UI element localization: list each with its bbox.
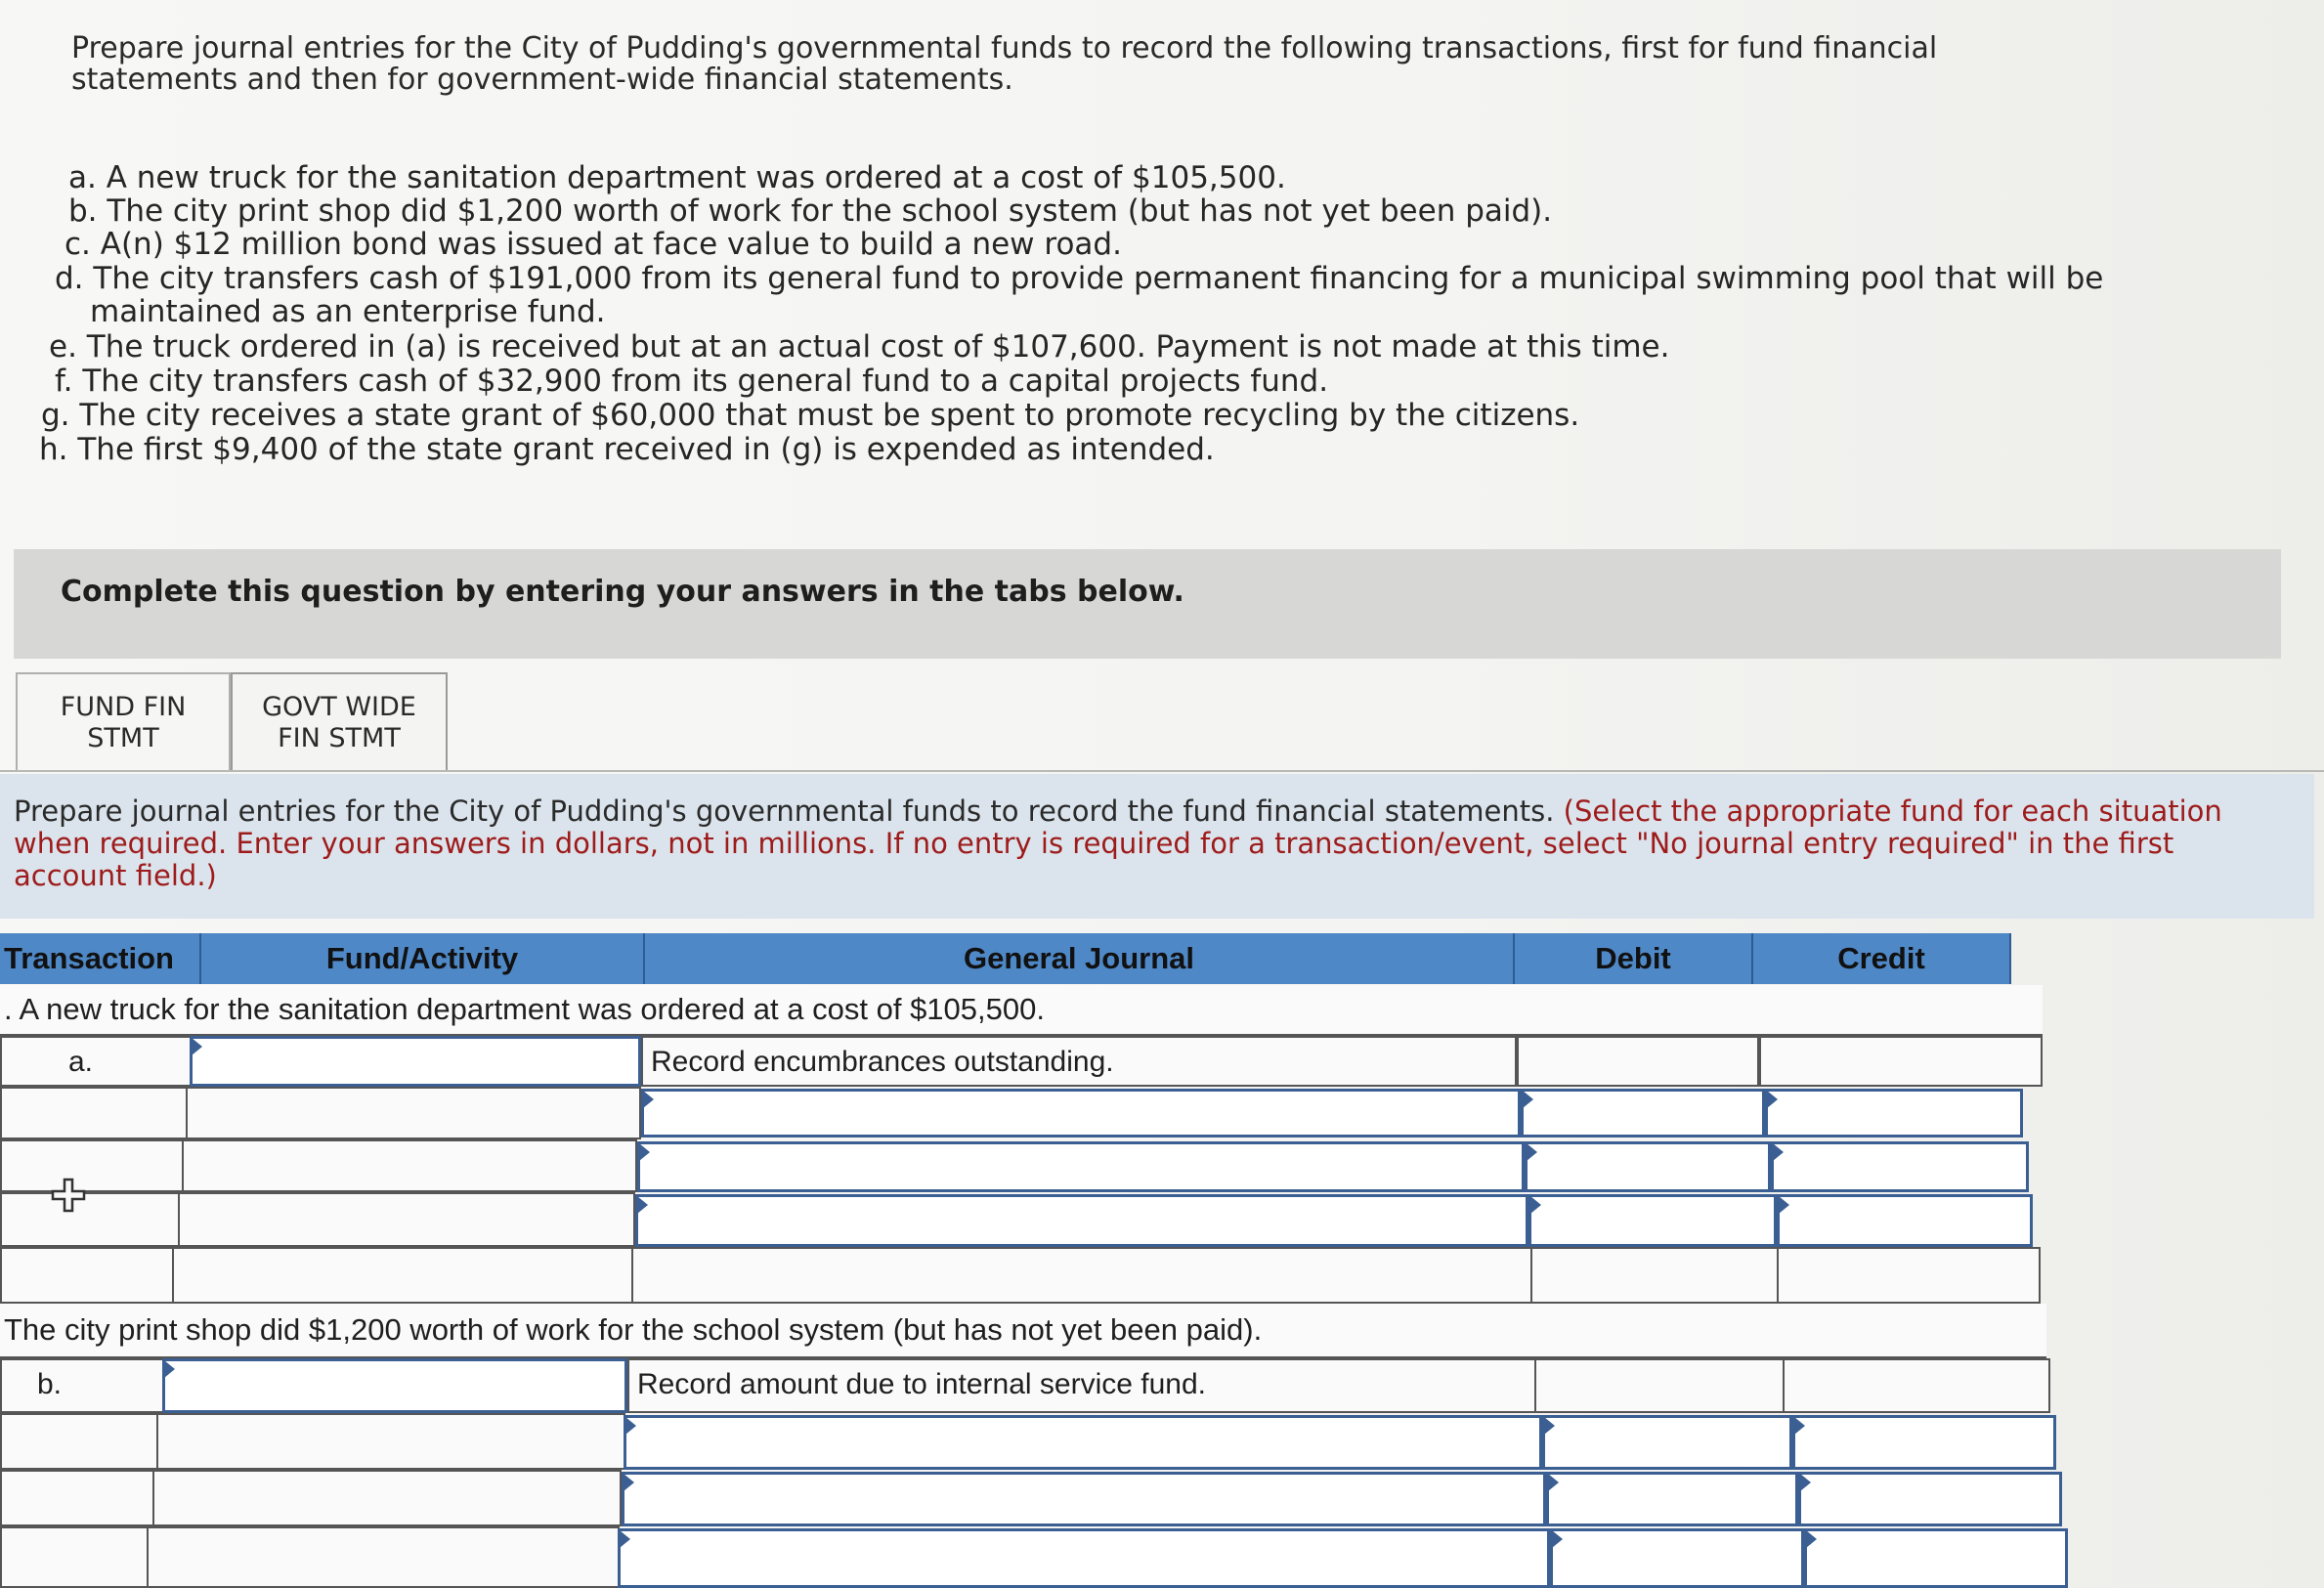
dropdown-marker-icon (1767, 1091, 1778, 1108)
row-b2-transaction (0, 1470, 154, 1526)
row-a4-credit (1777, 1247, 2041, 1304)
transaction-b: b. The city print shop did $1,200 worth of work for the school system (but has not yet been paid). (68, 193, 1553, 229)
debit-input-a1[interactable] (1521, 1089, 1765, 1137)
fund-select-b[interactable] (162, 1358, 627, 1413)
account-select-b1[interactable] (624, 1415, 1542, 1470)
dropdown-marker-icon (625, 1417, 636, 1435)
fund-select-a[interactable] (190, 1036, 641, 1087)
transaction-f: f. The city transfers cash of $32,900 from its general fund to a capital projects fund. (55, 364, 1329, 399)
instructions-banner (14, 549, 2281, 659)
row-b-note-cell (627, 1358, 1536, 1413)
row-a3-transaction (0, 1192, 180, 1247)
row-a2-fund (182, 1139, 637, 1192)
dropdown-marker-icon (1530, 1196, 1541, 1214)
transaction-e: e. The truck ordered in (a) is received but at an actual cost of $107,600. Payment is not made at this time. (49, 329, 1670, 365)
row-b3-transaction (0, 1526, 149, 1588)
header-credit: Credit (1753, 933, 2011, 984)
row-b1-fund (156, 1413, 625, 1470)
tab-instructions (0, 774, 2314, 919)
header-fund-activity: Fund/Activity (201, 933, 645, 984)
dropdown-marker-icon (1806, 1530, 1817, 1548)
dropdown-marker-icon (1548, 1474, 1559, 1491)
debit-input-b3[interactable] (1550, 1528, 1804, 1588)
row-a4-debit (1530, 1247, 1779, 1304)
row-a-credit-empty (1759, 1036, 2043, 1087)
row-a1-fund (186, 1087, 641, 1139)
row-b-label-cell (0, 1358, 164, 1413)
row-b-label: b. (37, 1368, 63, 1400)
row-b3-fund (147, 1526, 620, 1588)
dropdown-marker-icon (1779, 1196, 1789, 1214)
banner-text: Complete this question by entering your answers in the tabs below. (61, 575, 1184, 609)
tab-govt-line1: GOVT WIDE (262, 692, 416, 722)
row-a-label: a. (68, 1046, 94, 1078)
dropdown-marker-icon (637, 1196, 648, 1214)
row-b2-fund (152, 1470, 622, 1526)
debit-input-b2[interactable] (1546, 1472, 1798, 1526)
dropdown-marker-icon (1800, 1474, 1811, 1491)
row-a4-transaction (0, 1247, 174, 1304)
add-row-icon[interactable] (49, 1176, 88, 1215)
credit-input-a1[interactable] (1765, 1089, 2023, 1137)
row-a2-transaction (0, 1139, 184, 1192)
tab-govt-wide-fin-stmt[interactable] (231, 672, 448, 772)
header-debit: Debit (1515, 933, 1753, 984)
dropdown-marker-icon (639, 1143, 650, 1161)
row-a4-journal (631, 1247, 1532, 1304)
credit-input-b2[interactable] (1798, 1472, 2062, 1526)
dropdown-marker-icon (643, 1091, 654, 1108)
debit-input-a2[interactable] (1525, 1141, 1771, 1192)
tab-fund-line1: FUND FIN (60, 692, 187, 722)
tab-divider (0, 770, 2324, 772)
dropdown-marker-icon (620, 1530, 630, 1548)
dropdown-marker-icon (1552, 1530, 1563, 1548)
credit-input-a2[interactable] (1771, 1141, 2029, 1192)
row-a-debit-empty (1517, 1036, 1759, 1087)
dropdown-marker-icon (1794, 1417, 1805, 1435)
transaction-d-continued: maintained as an enterprise fund. (90, 294, 606, 329)
section-b-description: The city print shop did $1,200 worth of work for the school system (but has not yet been paid). (0, 1304, 2046, 1358)
row-a3-fund (178, 1192, 635, 1247)
dropdown-marker-icon (1544, 1417, 1555, 1435)
header-transaction: Transaction (0, 933, 201, 984)
tab-fund-line2: STMT (87, 723, 159, 753)
row-a-label-cell (0, 1036, 192, 1087)
tab-govt-line2: FIN STMT (278, 723, 401, 753)
transaction-d: d. The city transfers cash of $191,000 from its general fund to provide permanent financing for a municipal swimming pool that will be (55, 261, 2104, 296)
row-a-note: Record encumbrances outstanding. (651, 1046, 1114, 1078)
account-select-a3[interactable] (635, 1194, 1528, 1247)
instructions-main: Prepare journal entries for the City of Pudding's governmental funds to record the fund financial statements. (14, 794, 1555, 828)
dropdown-marker-icon (164, 1360, 175, 1378)
row-b-debit-empty (1534, 1358, 1785, 1413)
tab-fund-fin-stmt[interactable] (16, 672, 231, 772)
transaction-c: c. A(n) $12 million bond was issued at face value to build a new road. (65, 227, 1122, 262)
account-select-a2[interactable] (637, 1141, 1525, 1192)
row-a4-fund (172, 1247, 633, 1304)
dropdown-marker-icon (624, 1474, 634, 1491)
dropdown-marker-icon (1527, 1143, 1537, 1161)
debit-input-a3[interactable] (1528, 1194, 1777, 1247)
dropdown-marker-icon (192, 1038, 202, 1055)
transaction-a: a. A new truck for the sanitation department was ordered at a cost of $105,500. (68, 160, 1286, 195)
credit-input-b1[interactable] (1792, 1415, 2056, 1470)
account-select-a1[interactable] (641, 1089, 1521, 1137)
account-select-b2[interactable] (622, 1472, 1546, 1526)
account-select-b3[interactable] (618, 1528, 1550, 1588)
section-a-description: . A new truck for the sanitation department was ordered at a cost of $105,500. (0, 985, 2043, 1036)
dropdown-marker-icon (1523, 1091, 1533, 1108)
row-b-note: Record amount due to internal service fund. (637, 1368, 1206, 1400)
dropdown-marker-icon (1773, 1143, 1784, 1161)
instructions-text (14, 795, 2261, 892)
row-a-note-cell (641, 1036, 1517, 1087)
credit-input-b3[interactable] (1804, 1528, 2068, 1588)
row-a1-transaction (0, 1087, 188, 1139)
transaction-g: g. The city receives a state grant of $60,000 that must be spent to promote recycling by the citizens. (41, 398, 1580, 433)
debit-input-b1[interactable] (1542, 1415, 1792, 1470)
row-b-credit-empty (1783, 1358, 2050, 1413)
question-intro: Prepare journal entries for the City of Pudding's governmental funds to record the following transactions, first for fund financial statements and then for government-wide financial statements. (71, 31, 1938, 97)
row-b1-transaction (0, 1413, 158, 1470)
header-general-journal: General Journal (645, 933, 1515, 984)
instructions-note: (Select the appropriate fund for each situation when required. Enter your answers in dollars, not in millions. If no entry is required for a transaction/event, select "No journal entry required" in the first account field.) (14, 794, 2222, 892)
credit-input-a3[interactable] (1777, 1194, 2033, 1247)
transaction-h: h. The first $9,400 of the state grant received in (g) is expended as intended. (39, 432, 1215, 467)
